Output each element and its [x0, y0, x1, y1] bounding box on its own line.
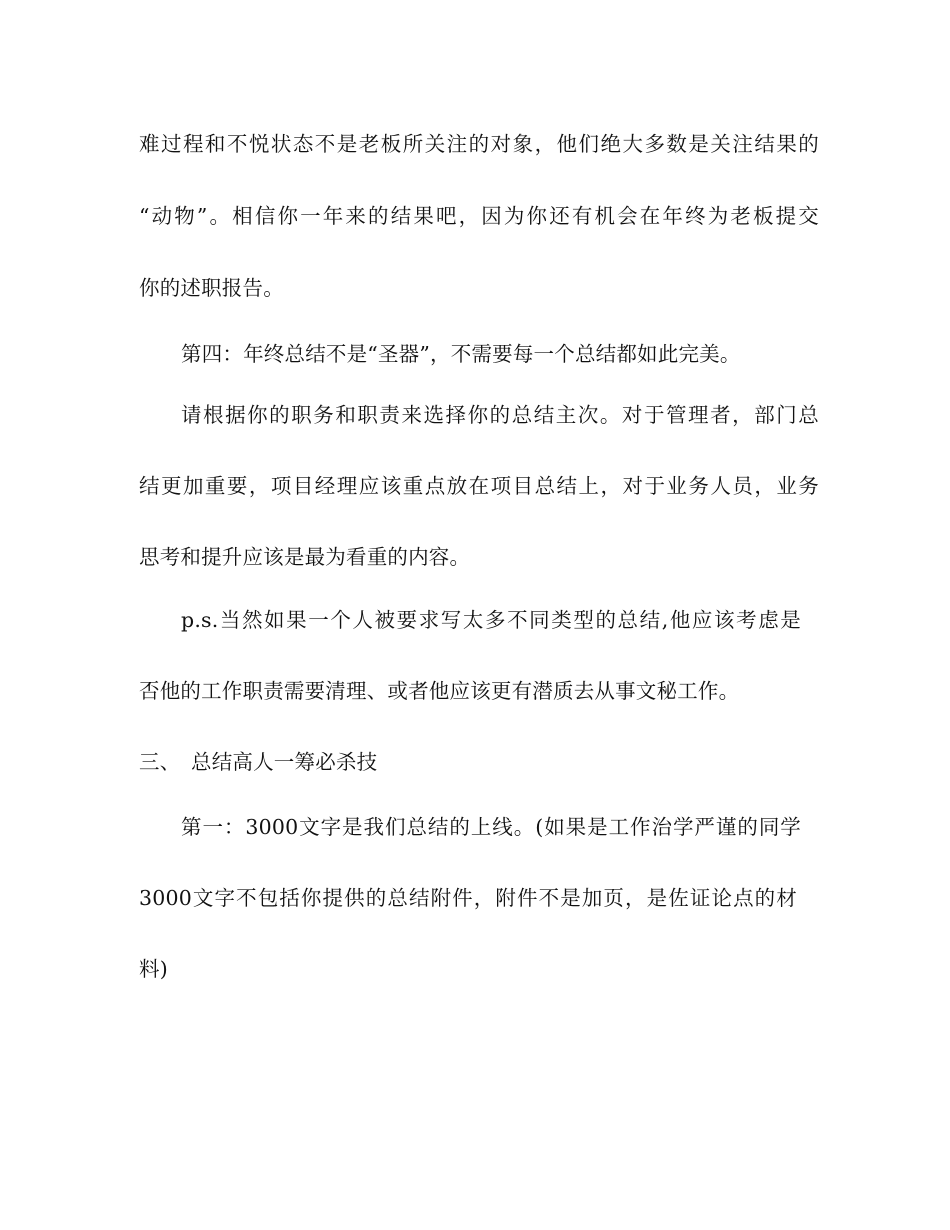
- point-four-heading: 第四：年终总结不是“圣器”，不需要每一个总结都如此完美。: [181, 342, 741, 366]
- point-one-line-3: 料): [139, 957, 168, 981]
- paragraph-line-3: 你的述职报告。: [139, 276, 284, 300]
- section-number: 三、: [139, 750, 181, 774]
- paragraph-line-6: 结更加重要，项目经理应该重点放在项目总结上，对于业务人员，业务: [139, 474, 819, 498]
- section-title: 总结高人一筹必杀技: [191, 750, 378, 774]
- ps-line-2: 否他的工作职责需要清理、或者他应该更有潜质去从事文秘工作。: [139, 679, 740, 703]
- point-one-line-1: 第一：3000文字是我们总结的上线。(如果是工作治学严谨的同学: [181, 815, 801, 839]
- paragraph-line-5: 请根据你的职务和职责来选择你的总结主次。对于管理者，部门总: [181, 403, 819, 427]
- paragraph-line-2: “动物”。相信你一年来的结果吧，因为你还有机会在年终为老板提交: [139, 204, 819, 228]
- section-heading: [139, 748, 819, 776]
- ps-line-1: p.s.当然如果一个人被要求写太多不同类型的总结,他应该考虑是: [181, 608, 801, 632]
- paragraph-line-1: 难过程和不悦状态不是老板所关注的对象，他们绝大多数是关注结果的: [139, 132, 819, 156]
- point-one-line-2: 3000文字不包括你提供的总结附件，附件不是加页，是佐证论点的材: [139, 886, 797, 910]
- paragraph-line-7: 思考和提升应该是最为看重的内容。: [139, 545, 471, 569]
